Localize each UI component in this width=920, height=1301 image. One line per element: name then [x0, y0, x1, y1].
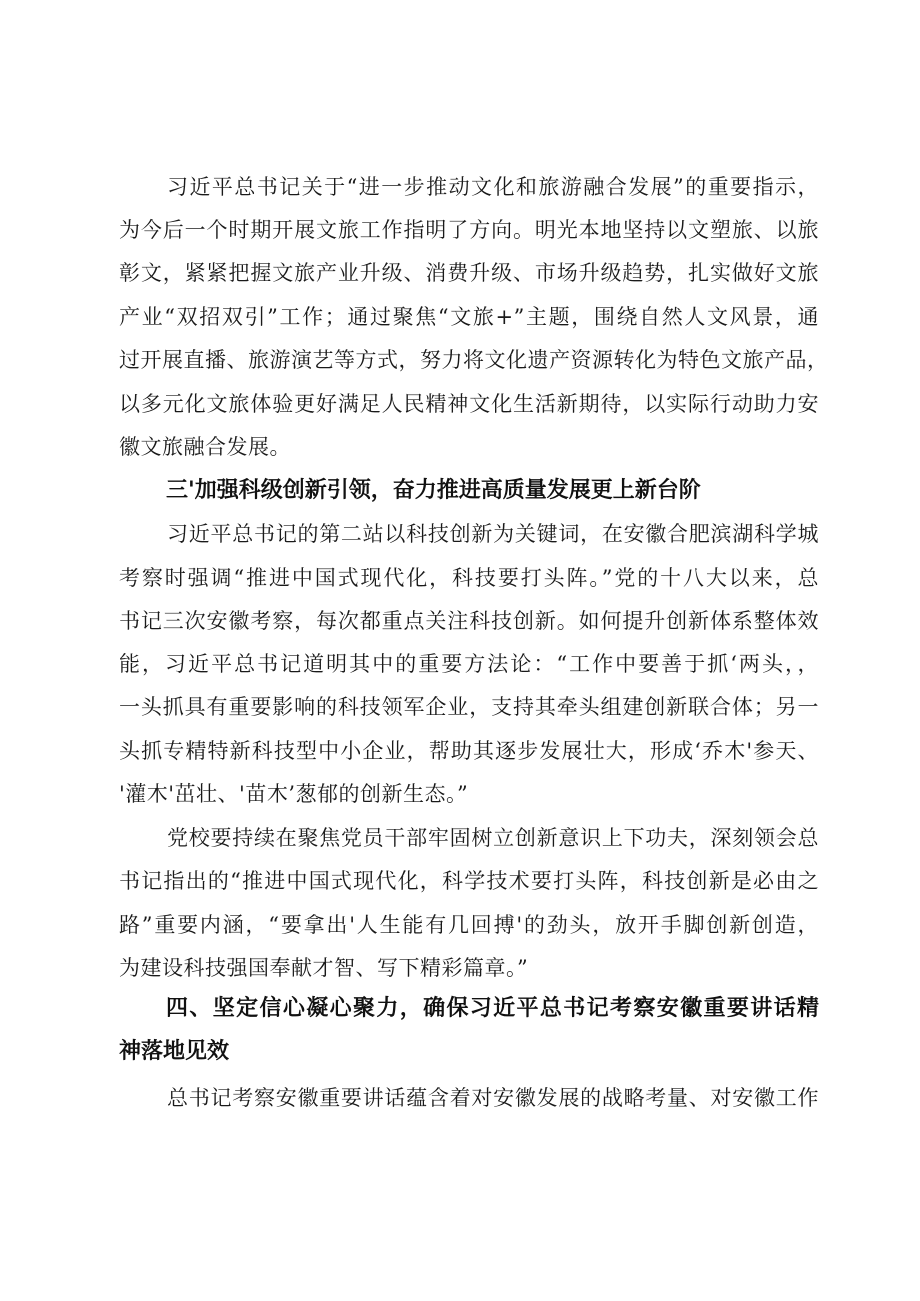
paragraph-1-line-7: 徽文旅融合发展。 — [119, 435, 291, 459]
paragraph-2-line-6: 头抓专精特新科技型中小企业，帮助其逐步发展壮大，形成‘乔木'参天、 — [119, 739, 819, 763]
section-heading-4-line-1: 四、坚定信心凝心聚力，确保习近平总书记考察安徽重要讲话精 — [166, 996, 819, 1021]
paragraph-2-line-5: 一头抓具有重要影响的科技领军企业，支持其牵头组建创新联合体；另一 — [119, 695, 819, 719]
paragraph-1-line-4: 产业“双招双引”工作；通过聚焦“文旅+”主题，围绕自然人文风景，通 — [119, 305, 819, 329]
paragraph-1-line-1: 习近平总书记关于“进一步推动文化和旅游融合发展”的重要指示， — [167, 175, 819, 199]
paragraph-1-line-5: 过开展直播、旅游演艺等方式，努力将文化遗产资源转化为特色文旅产品， — [119, 348, 829, 372]
paragraph-2-line-7: '灌木'茁壮、'苗木’葱郁的创新生态。” — [119, 782, 469, 806]
paragraph-2-line-1: 习近平总书记的第二站以科技创新为关键词，在安徽合肥滨湖科学城 — [167, 522, 819, 546]
paragraph-1-line-3: 彰文，紧紧把握文旅产业升级、消费升级、市场升级趋势，扎实做好文旅 — [119, 261, 819, 285]
paragraph-3-line-3: 路”重要内涵，“要拿出'人生能有几回搏'的劲头，放开手脚创新创造， — [119, 913, 819, 937]
paragraph-3-line-4: 为建设科技强国奉献才智、写下精彩篇章。” — [119, 956, 529, 980]
section-heading-4-line-2: 神落地见效 — [119, 1039, 230, 1064]
paragraph-1-line-2: 为今后一个时期开展文旅工作指明了方向。明光本地坚持以文塑旅、以旅 — [119, 218, 819, 242]
paragraph-4-line-1: 总书记考察安徽重要讲话蕴含着对安徽发展的战略考量、对安徽工作 — [167, 1086, 819, 1110]
section-heading-3: 三'加强科级创新引领，奋力推进高质量发展更上新台阶 — [166, 478, 701, 503]
paragraph-2-line-4: 能，习近平总书记道明其中的重要方法论：“工作中要善于抓‘两头，， — [119, 652, 819, 676]
paragraph-1-line-6: 以多元化文旅体验更好满足人民精神文化生活新期待，以实际行动助力安 — [119, 392, 819, 416]
paragraph-2-line-2: 考察时强调“推进中国式现代化，科技要打头阵。”党的十八大以来，总 — [119, 566, 819, 590]
paragraph-2-line-3: 书记三次安徽考察，每次都重点关注科技创新。如何提升创新体系整体效 — [119, 609, 819, 633]
paragraph-3-line-2: 书记指出的“推进中国式现代化，科学技术要打头阵，科技创新是必由之 — [119, 869, 819, 893]
paragraph-3-line-1: 党校要持续在聚焦党员干部牢固树立创新意识上下功夫，深刻领会总 — [167, 826, 819, 850]
